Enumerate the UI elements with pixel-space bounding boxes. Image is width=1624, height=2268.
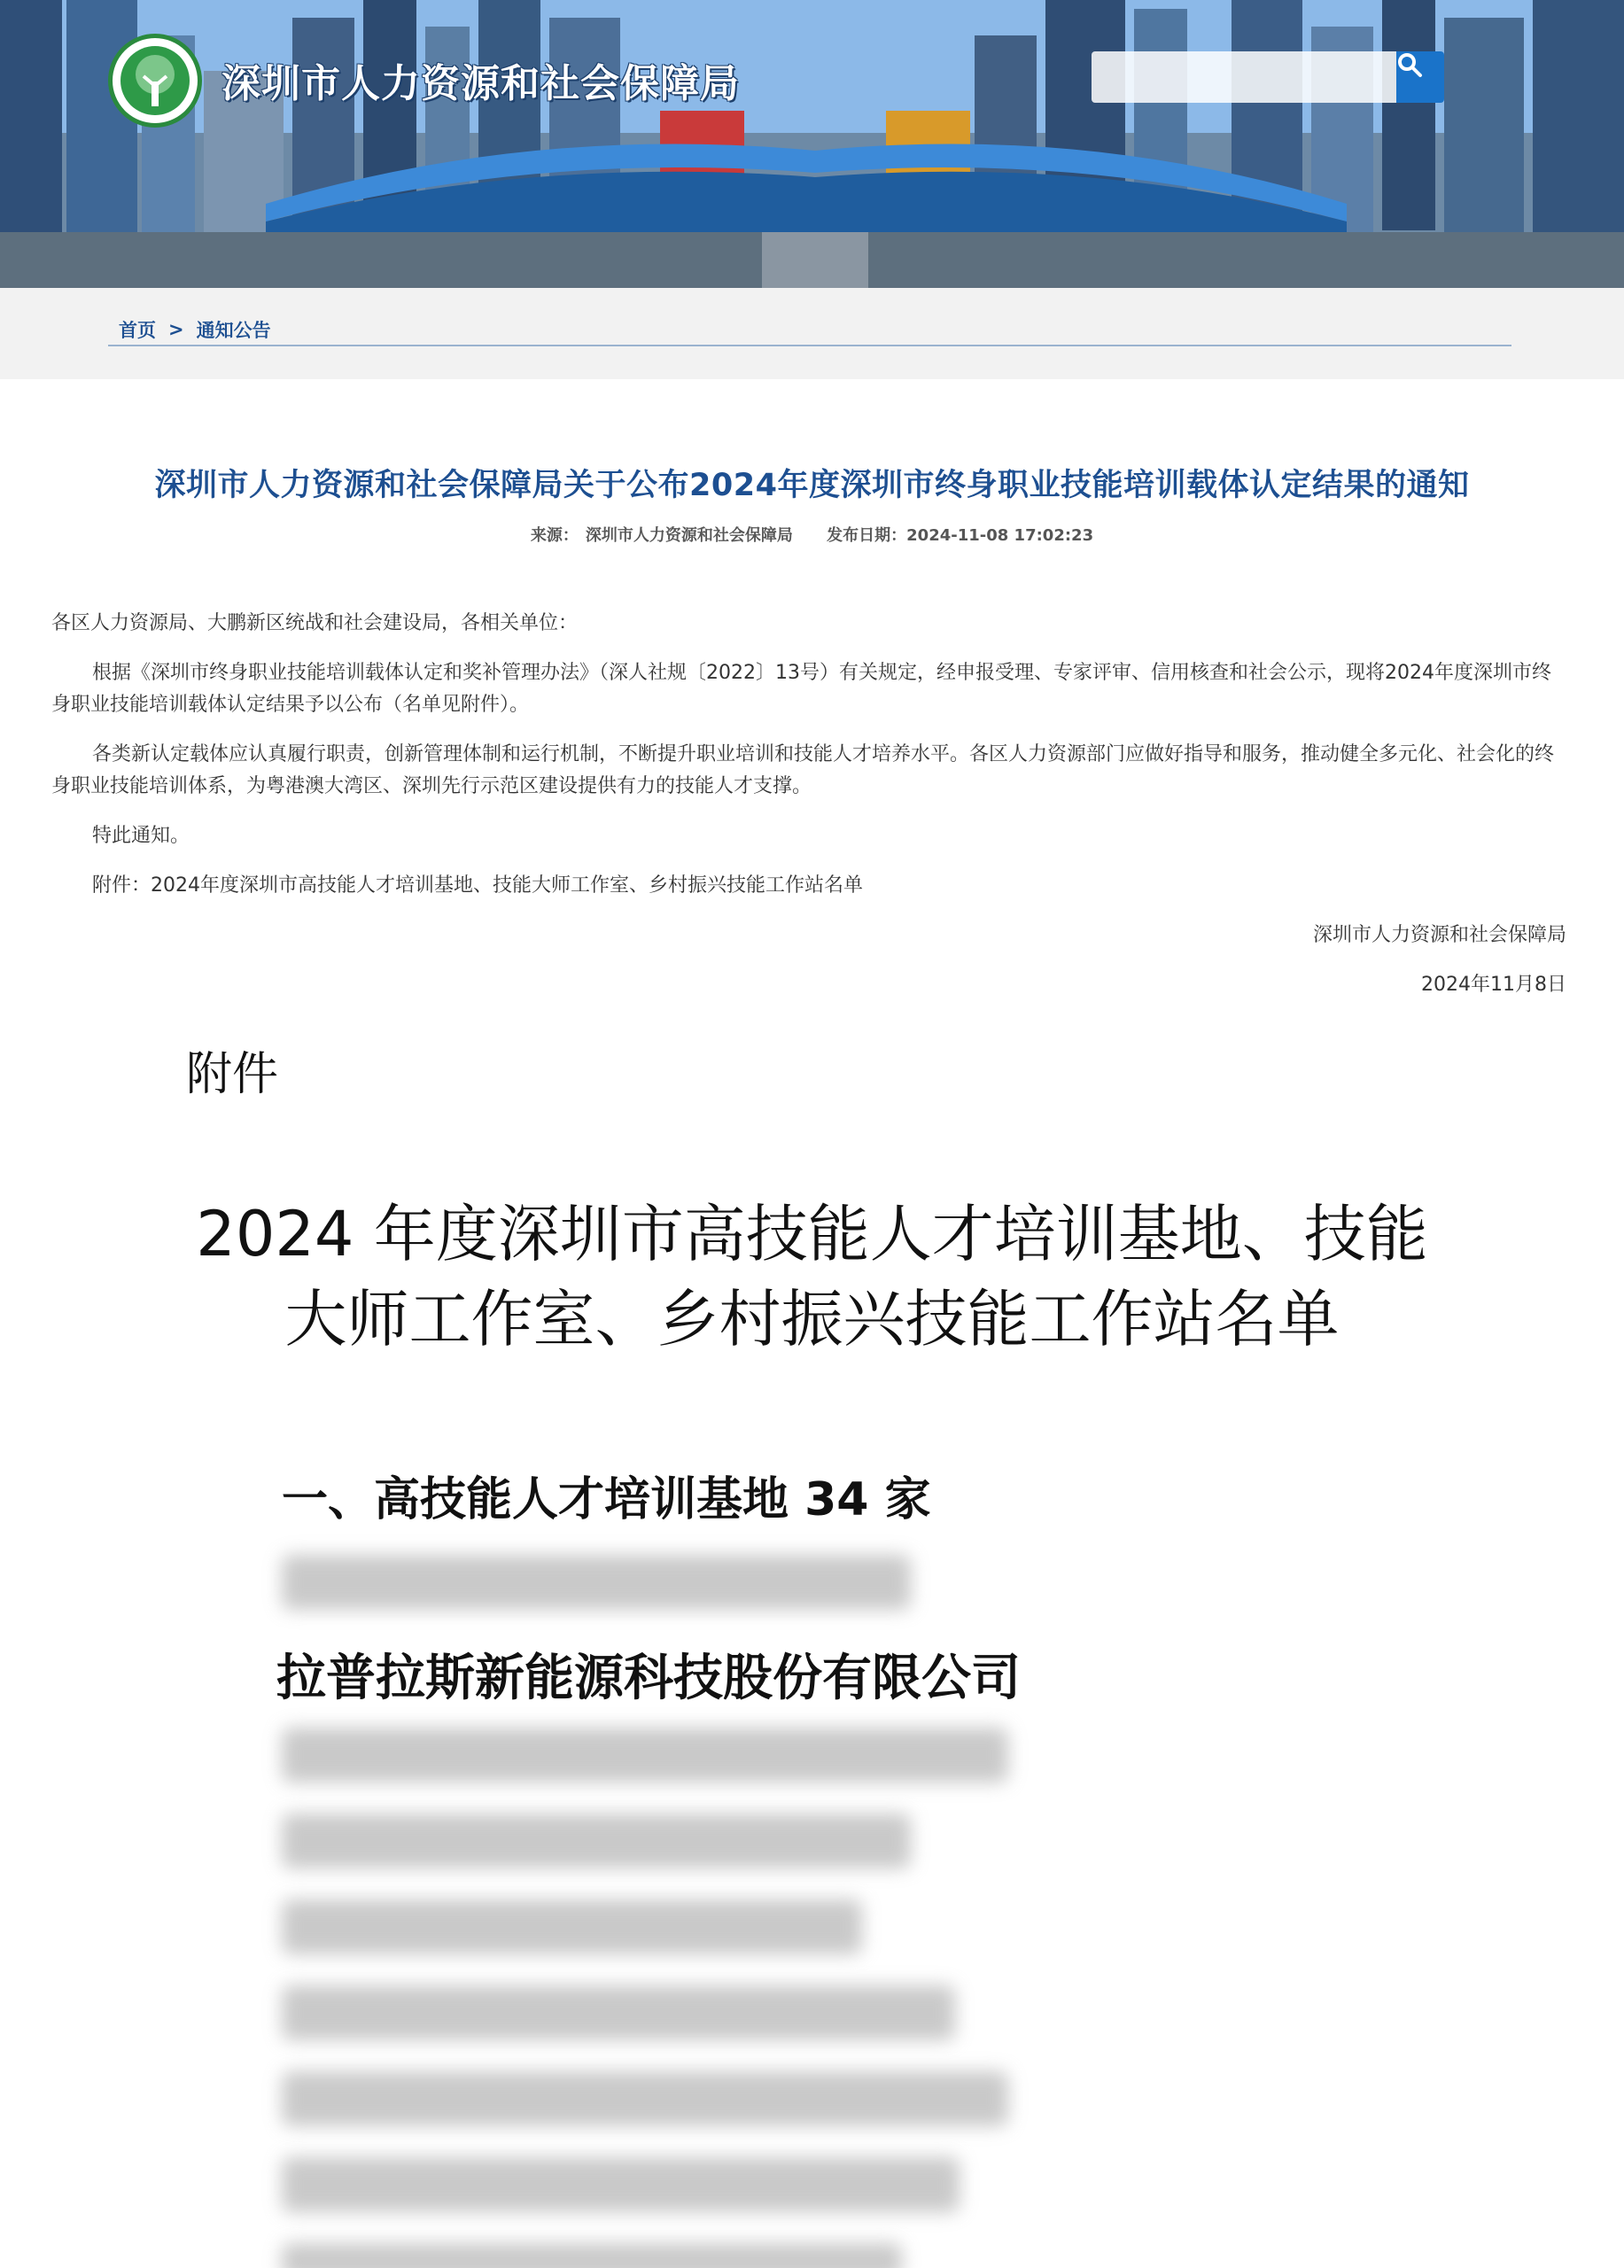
breadcrumb-bar bbox=[0, 288, 1624, 379]
breadcrumb-home-link[interactable]: 首页 bbox=[119, 320, 156, 341]
header-banner bbox=[0, 0, 1624, 288]
breadcrumb-separator: > bbox=[168, 319, 184, 340]
attachment-title-line: 2024 年度深圳市高技能人才培训基地、技能 bbox=[196, 1198, 1428, 1270]
city-skyline-image bbox=[0, 0, 1624, 288]
search-icon bbox=[1396, 51, 1423, 78]
source-value: 深圳市人力资源和社会保障局 bbox=[585, 526, 793, 545]
blurred-company-name bbox=[282, 1814, 911, 1868]
blurred-company-name bbox=[282, 2243, 902, 2268]
sign-date: 2024年11月8日 bbox=[1421, 974, 1566, 996]
tree-emblem-icon bbox=[120, 46, 190, 115]
article-title: 深圳市人力资源和社会保障局关于公布2024年度深圳市终身职业技能培训载体认定结果的通知 bbox=[154, 468, 1470, 503]
blurred-company-name bbox=[282, 1555, 911, 1610]
blurred-company-name bbox=[282, 1899, 862, 1954]
breadcrumb-current-link[interactable]: 通知公告 bbox=[196, 320, 271, 341]
article-date bbox=[827, 526, 1093, 545]
highlighted-company-name: 拉普拉斯新能源科技股份有限公司 bbox=[276, 1650, 1021, 1707]
attachment-label: 附件 bbox=[186, 1048, 279, 1101]
paragraph: 各类新认定载体应认真履行职责，创新管理体制和运行机制，不断提升职业培训和技能人才培养水平。各区人力资源部门应做好指导和服务，推动健全多元化、社会化的终身职业技能培训体系，为粤港澳大湾区、深圳先行示范区建设提供有力的技能人才支撑。 bbox=[51, 743, 1555, 797]
attachment-title-line: 大师工作室、乡村振兴技能工作站名单 bbox=[284, 1283, 1340, 1355]
article-meta bbox=[0, 523, 1624, 546]
article-source bbox=[531, 526, 793, 545]
blurred-company-name bbox=[282, 1985, 955, 2040]
date-label: 发布日期： bbox=[827, 526, 907, 545]
attachment-title bbox=[133, 1192, 1491, 1362]
signature: 深圳市人力资源和社会保障局 bbox=[1312, 924, 1566, 946]
closing-text: 特此通知。 bbox=[92, 825, 190, 847]
bureau-logo-icon[interactable] bbox=[108, 34, 202, 128]
article-body bbox=[51, 608, 1566, 1019]
breadcrumb bbox=[108, 315, 1511, 346]
blurred-company-name bbox=[282, 2157, 960, 2212]
paragraph: 根据《深圳市终身职业技能培训载体认定和奖补管理办法》（深人社规〔2022〕13号）有关规定，经申报受理、专家评审、信用核查和社会公示，现将2024年度深圳市终身职业技能培训载体认定结果予以公布（名单见附件）。 bbox=[51, 662, 1551, 716]
search-button[interactable] bbox=[1396, 51, 1444, 103]
date-value: 2024-11-08 17:02:23 bbox=[906, 526, 1094, 545]
blurred-company-name bbox=[282, 2071, 1008, 2126]
site-name[interactable]: 深圳市人力资源和社会保障局 bbox=[221, 61, 740, 106]
attachment-link[interactable]: 附件：2024年度深圳市高技能人才培训基地、技能大师工作室、乡村振兴技能工作站名单 bbox=[92, 874, 863, 897]
source-label: 来源： bbox=[530, 526, 579, 545]
blurred-company-name bbox=[282, 1728, 1008, 1783]
salutation: 各区人力资源局、大鹏新区统战和社会建设局，各相关单位： bbox=[51, 612, 579, 634]
search-input[interactable] bbox=[1092, 51, 1396, 103]
attachment-image bbox=[0, 1019, 1624, 2268]
section-heading: 一、高技能人才培训基地 34 家 bbox=[282, 1473, 931, 1526]
